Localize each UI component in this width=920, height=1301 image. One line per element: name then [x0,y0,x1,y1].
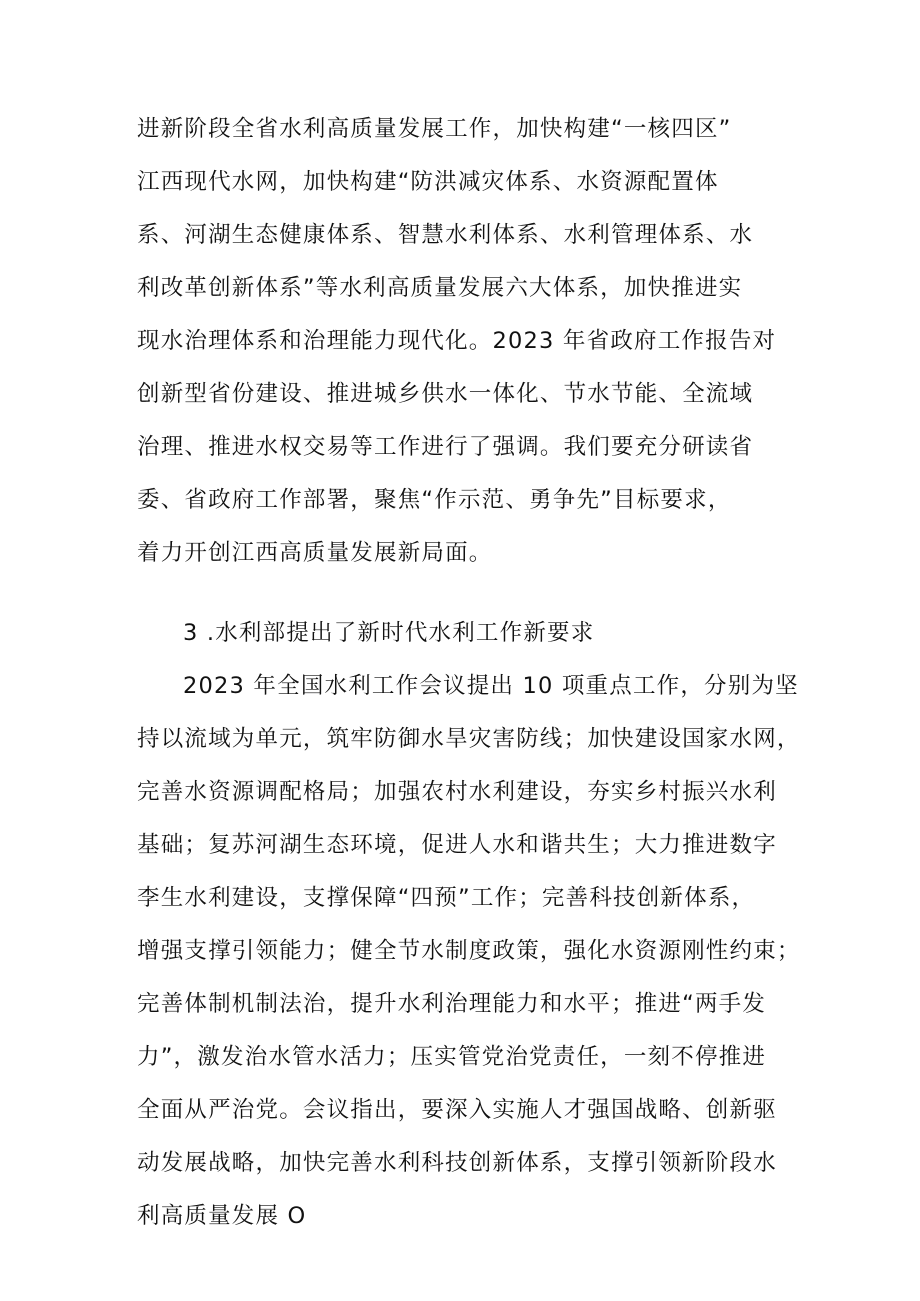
text-line: 江西现代水网，加快构建“防洪减灾体系、水资源配置体 [137,169,719,195]
text-line: 委、省政府工作部署，聚焦“作示范、勇争先”目标要求， [137,487,732,513]
text-line: 全面从严治党。会议指出，要深入实施人才强国战略、创新驱 [137,1097,777,1123]
text-line: 李生水利建设，支撑保障“四预”工作；完善科技创新体系， [137,885,756,911]
text-line: 完善水资源调配格局；加强农村水利建设，夯实乡村振兴水利 [137,779,777,805]
text-line: 系、河湖生态健康体系、智慧水利体系、水利管理体系、水 [137,222,754,248]
text-line: 利改革创新体系”等水利高质量发展六大体系，加快推进实 [137,275,743,301]
text-line: 完善体制机制法治，提升水利治理能力和水平；推进“两手发 [137,991,767,1017]
text-line: 基础；复苏河湖生态环境，促进人水和谐共生；大力推进数字 [137,832,777,858]
text-line: 利高质量发展 O [137,1203,307,1229]
text-line: 治理、推进水权交易等工作进行了强调。我们要充分研读省 [137,434,754,460]
text-line: 动发展战略，加快完善水利科技创新体系，支撑引领新阶段水 [137,1150,777,1176]
text-line: 持以流域为单元，筑牢防御水旱灾害防线；加快建设国家水网， [137,726,801,752]
text-line: 创新型省份建设、推进城乡供水一体化、节水节能、全流域 [137,381,754,407]
text-line: 2023 年全国水利工作会议提出 10 项重点工作，分别为坚 [183,673,799,699]
text-line: 力”，激发治水管水活力；压实管党治党责任，一刻不停推进 [137,1044,767,1070]
text-line: 进新阶段全省水利高质量发展工作，加快构建“一核四区” [137,116,732,142]
text-line: 现水治理体系和治理能力现代化。2023 年省政府工作报告对 [137,328,777,354]
section-heading: 3 .水利部提出了新时代水利工作新要求 [183,620,595,646]
text-line: 增强支撑引领能力；健全节水制度政策，强化水资源刚性约束； [137,938,801,964]
text-line: 着力开创江西高质量发展新局面。 [137,540,493,566]
